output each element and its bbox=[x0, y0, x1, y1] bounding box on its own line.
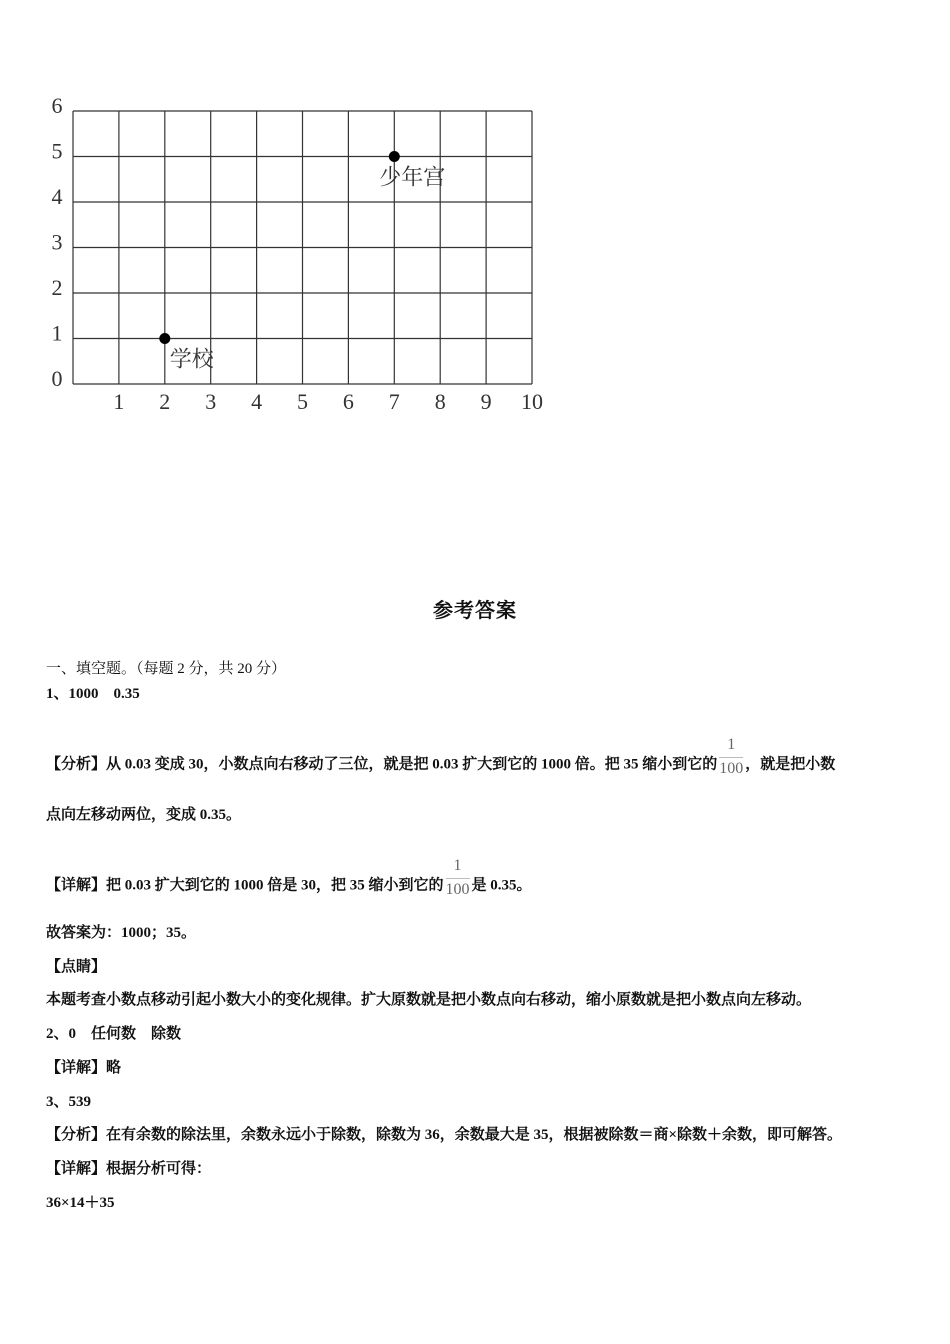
svg-text:4: 4 bbox=[251, 389, 263, 414]
fraction-denominator: 100 bbox=[445, 881, 470, 898]
section-heading: 一、填空题。（每题 2 分，共 20 分） bbox=[46, 661, 287, 677]
q1-highlight-tag: 【点睛】 bbox=[46, 959, 107, 975]
q3-formula: 36×14＋35 bbox=[46, 1195, 115, 1211]
q2-answer: 2、0 任何数 除数 bbox=[46, 1026, 182, 1042]
fraction-numerator: 1 bbox=[446, 856, 470, 879]
detail-text-end: 是 0.35。 bbox=[471, 877, 532, 894]
q2-detail: 【详解】略 bbox=[46, 1060, 122, 1076]
svg-text:3: 3 bbox=[51, 229, 63, 255]
q3-analysis: 【分析】在有余数的除法里，余数永远小于除数，除数为 36，余数最大是 35，根据被除数＝商×除数＋余数，即可解答。 bbox=[46, 1127, 843, 1143]
q1-analysis bbox=[46, 736, 836, 787]
q1-answer: 1、1000 0.35 bbox=[46, 686, 140, 702]
svg-text:6: 6 bbox=[51, 95, 63, 118]
detail-text: 把 0.03 扩大到它的 1000 倍是 30，把 35 缩小到它的 bbox=[106, 877, 444, 894]
fraction-denominator: 100 bbox=[719, 760, 744, 777]
page-title: 参考答案 bbox=[433, 598, 517, 622]
svg-text:9: 9 bbox=[480, 389, 492, 414]
x-axis-labels bbox=[113, 389, 543, 414]
q1-highlight-text: 本题考查小数点移动引起小数大小的变化规律。扩大原数就是把小数点向右移动，缩小原数就是把小数点向左移动。 bbox=[46, 992, 812, 1008]
svg-text:1: 1 bbox=[51, 320, 63, 346]
svg-text:少年宫: 少年宫 bbox=[379, 165, 446, 191]
y-axis-labels bbox=[52, 95, 63, 391]
coordinate-grid-figure bbox=[40, 95, 560, 425]
svg-text:5: 5 bbox=[297, 389, 308, 414]
coordinate-grid bbox=[40, 95, 560, 425]
grid-lines bbox=[73, 111, 532, 384]
svg-text:7: 7 bbox=[388, 389, 400, 414]
svg-text:8: 8 bbox=[434, 389, 446, 414]
q1-conclusion: 故答案为：1000；35。 bbox=[46, 925, 197, 941]
svg-text:10: 10 bbox=[521, 389, 543, 414]
svg-text:2: 2 bbox=[51, 275, 63, 300]
svg-text:4: 4 bbox=[51, 184, 63, 209]
analysis-text-end: ，就是把小数 bbox=[745, 756, 836, 773]
analysis-tag: 【分析】 bbox=[46, 756, 107, 773]
svg-text:6: 6 bbox=[342, 389, 354, 414]
svg-text:5: 5 bbox=[51, 138, 63, 164]
analysis-text: 从 0.03 变成 30，小数点向右移动了三位，就是把 0.03 扩大到它的 1000 倍。把 35 缩小到它的 bbox=[106, 756, 718, 773]
q3-detail: 【详解】根据分析可得： bbox=[46, 1161, 212, 1177]
fraction bbox=[717, 735, 745, 779]
q1-analysis-line2: 点向左移动两位，变成 0.35。 bbox=[46, 807, 242, 823]
q1-detail bbox=[46, 857, 532, 908]
svg-text:0: 0 bbox=[51, 366, 63, 391]
svg-text:2: 2 bbox=[159, 389, 171, 414]
fraction-numerator: 1 bbox=[719, 735, 743, 758]
svg-text:学校: 学校 bbox=[169, 347, 214, 373]
svg-text:1: 1 bbox=[113, 389, 125, 414]
q3-answer: 3、539 bbox=[46, 1094, 92, 1110]
fraction bbox=[444, 856, 472, 900]
svg-text:3: 3 bbox=[205, 389, 217, 414]
detail-tag: 【详解】 bbox=[46, 877, 107, 894]
